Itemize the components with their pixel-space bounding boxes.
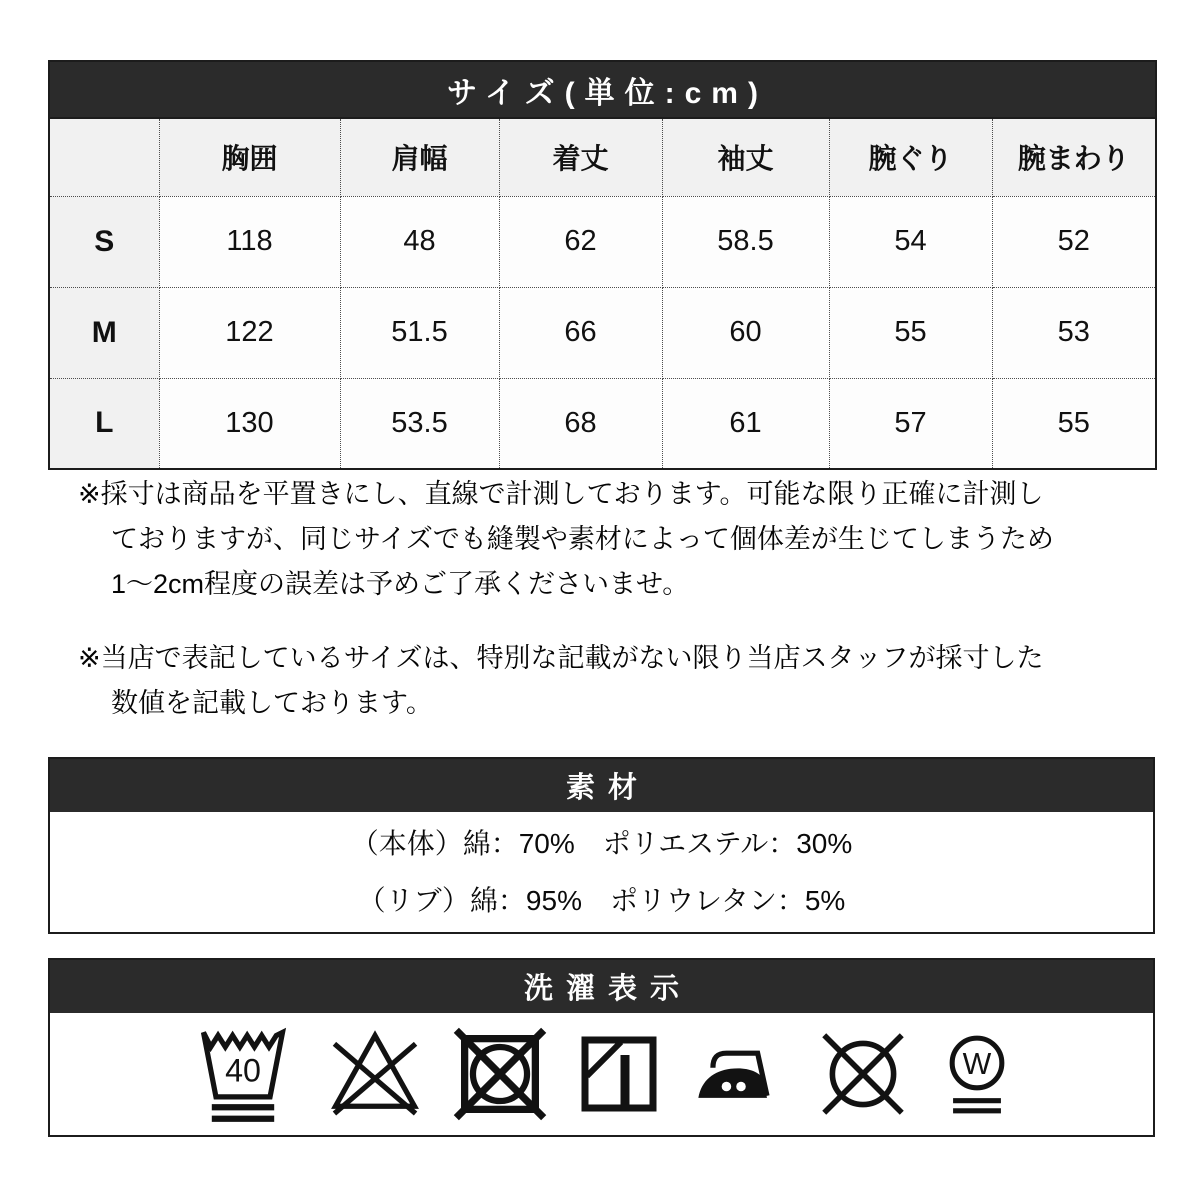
cell-m-sleeve: 60 xyxy=(662,287,829,378)
note-text-line: ておりますが、同じサイズでも縫製や素材によって個体差が生じてしまうため xyxy=(111,524,1054,554)
measurement-note xyxy=(48,472,1155,607)
col-header-sleeve: 袖丈 xyxy=(662,118,829,196)
svg-text:40: 40 xyxy=(225,1052,261,1089)
cell-m-armhole: 55 xyxy=(829,287,992,378)
size-table xyxy=(48,60,1157,470)
iron-medium-icon xyxy=(687,1022,795,1126)
table-row-m xyxy=(49,287,1156,378)
wash-40-very-gentle-icon xyxy=(184,1022,302,1126)
cell-s-chest: 118 xyxy=(159,196,340,287)
material-line-rib: （リブ）綿：95% ポリウレタン：5% xyxy=(357,885,846,916)
cell-s-arm-circ: 52 xyxy=(992,196,1156,287)
cell-m-length: 66 xyxy=(499,287,662,378)
cell-l-shoulder: 53.5 xyxy=(340,378,499,469)
col-header-length: 着丈 xyxy=(499,118,662,196)
do-not-dry-clean-icon xyxy=(812,1022,914,1126)
line-dry-in-shade-icon xyxy=(569,1022,669,1126)
cell-l-length: 68 xyxy=(499,378,662,469)
material-composition xyxy=(50,812,1153,932)
row-label-l: L xyxy=(49,378,159,469)
laundry-section-title: 洗濯表示 xyxy=(50,960,1153,1013)
cell-m-shoulder: 51.5 xyxy=(340,287,499,378)
do-not-tumble-dry-icon xyxy=(448,1022,552,1126)
note-text-line: 数値を記載しております。 xyxy=(111,688,433,718)
laundry-icons-row xyxy=(50,1013,1153,1135)
cell-m-chest: 122 xyxy=(159,287,340,378)
table-row-s xyxy=(49,196,1156,287)
cell-m-arm-circ: 53 xyxy=(992,287,1156,378)
cell-s-shoulder: 48 xyxy=(340,196,499,287)
note-text-line: 1〜2cm程度の誤差は予めご了承くださいませ。 xyxy=(111,569,690,599)
size-table-title: サイズ(単位:cm) xyxy=(49,61,1156,118)
note-text-line: ※当店で表記しているサイズは、特別な記載がない限り当店スタッフが採寸した xyxy=(78,643,1044,673)
row-label-s: S xyxy=(49,196,159,287)
cell-s-armhole: 54 xyxy=(829,196,992,287)
do-not-bleach-icon xyxy=(319,1022,431,1126)
material-section xyxy=(48,757,1155,934)
corner-cell xyxy=(49,118,159,196)
cell-s-sleeve: 58.5 xyxy=(662,196,829,287)
cell-l-arm-circ: 55 xyxy=(992,378,1156,469)
wet-clean-very-gentle-icon xyxy=(931,1022,1023,1126)
note-text-line: ※採寸は商品を平置きにし、直線で計測しております。可能な限り正確に計測し xyxy=(78,479,1044,509)
cell-l-armhole: 57 xyxy=(829,378,992,469)
laundry-care-section xyxy=(48,958,1155,1137)
store-sizing-note xyxy=(48,636,1155,726)
col-header-chest: 胸囲 xyxy=(159,118,340,196)
row-label-m: M xyxy=(49,287,159,378)
cell-s-length: 62 xyxy=(499,196,662,287)
size-table-section xyxy=(48,60,1155,470)
table-row-l xyxy=(49,378,1156,469)
material-section-title: 素材 xyxy=(50,759,1153,812)
col-header-armhole: 腕ぐり xyxy=(829,118,992,196)
col-header-shoulder: 肩幅 xyxy=(340,118,499,196)
col-header-arm-circumference: 腕まわり xyxy=(992,118,1156,196)
material-line-body: （本体）綿：70% ポリエステル：30% xyxy=(350,828,853,859)
cell-l-sleeve: 61 xyxy=(662,378,829,469)
svg-text:W: W xyxy=(962,1048,992,1081)
cell-l-chest: 130 xyxy=(159,378,340,469)
